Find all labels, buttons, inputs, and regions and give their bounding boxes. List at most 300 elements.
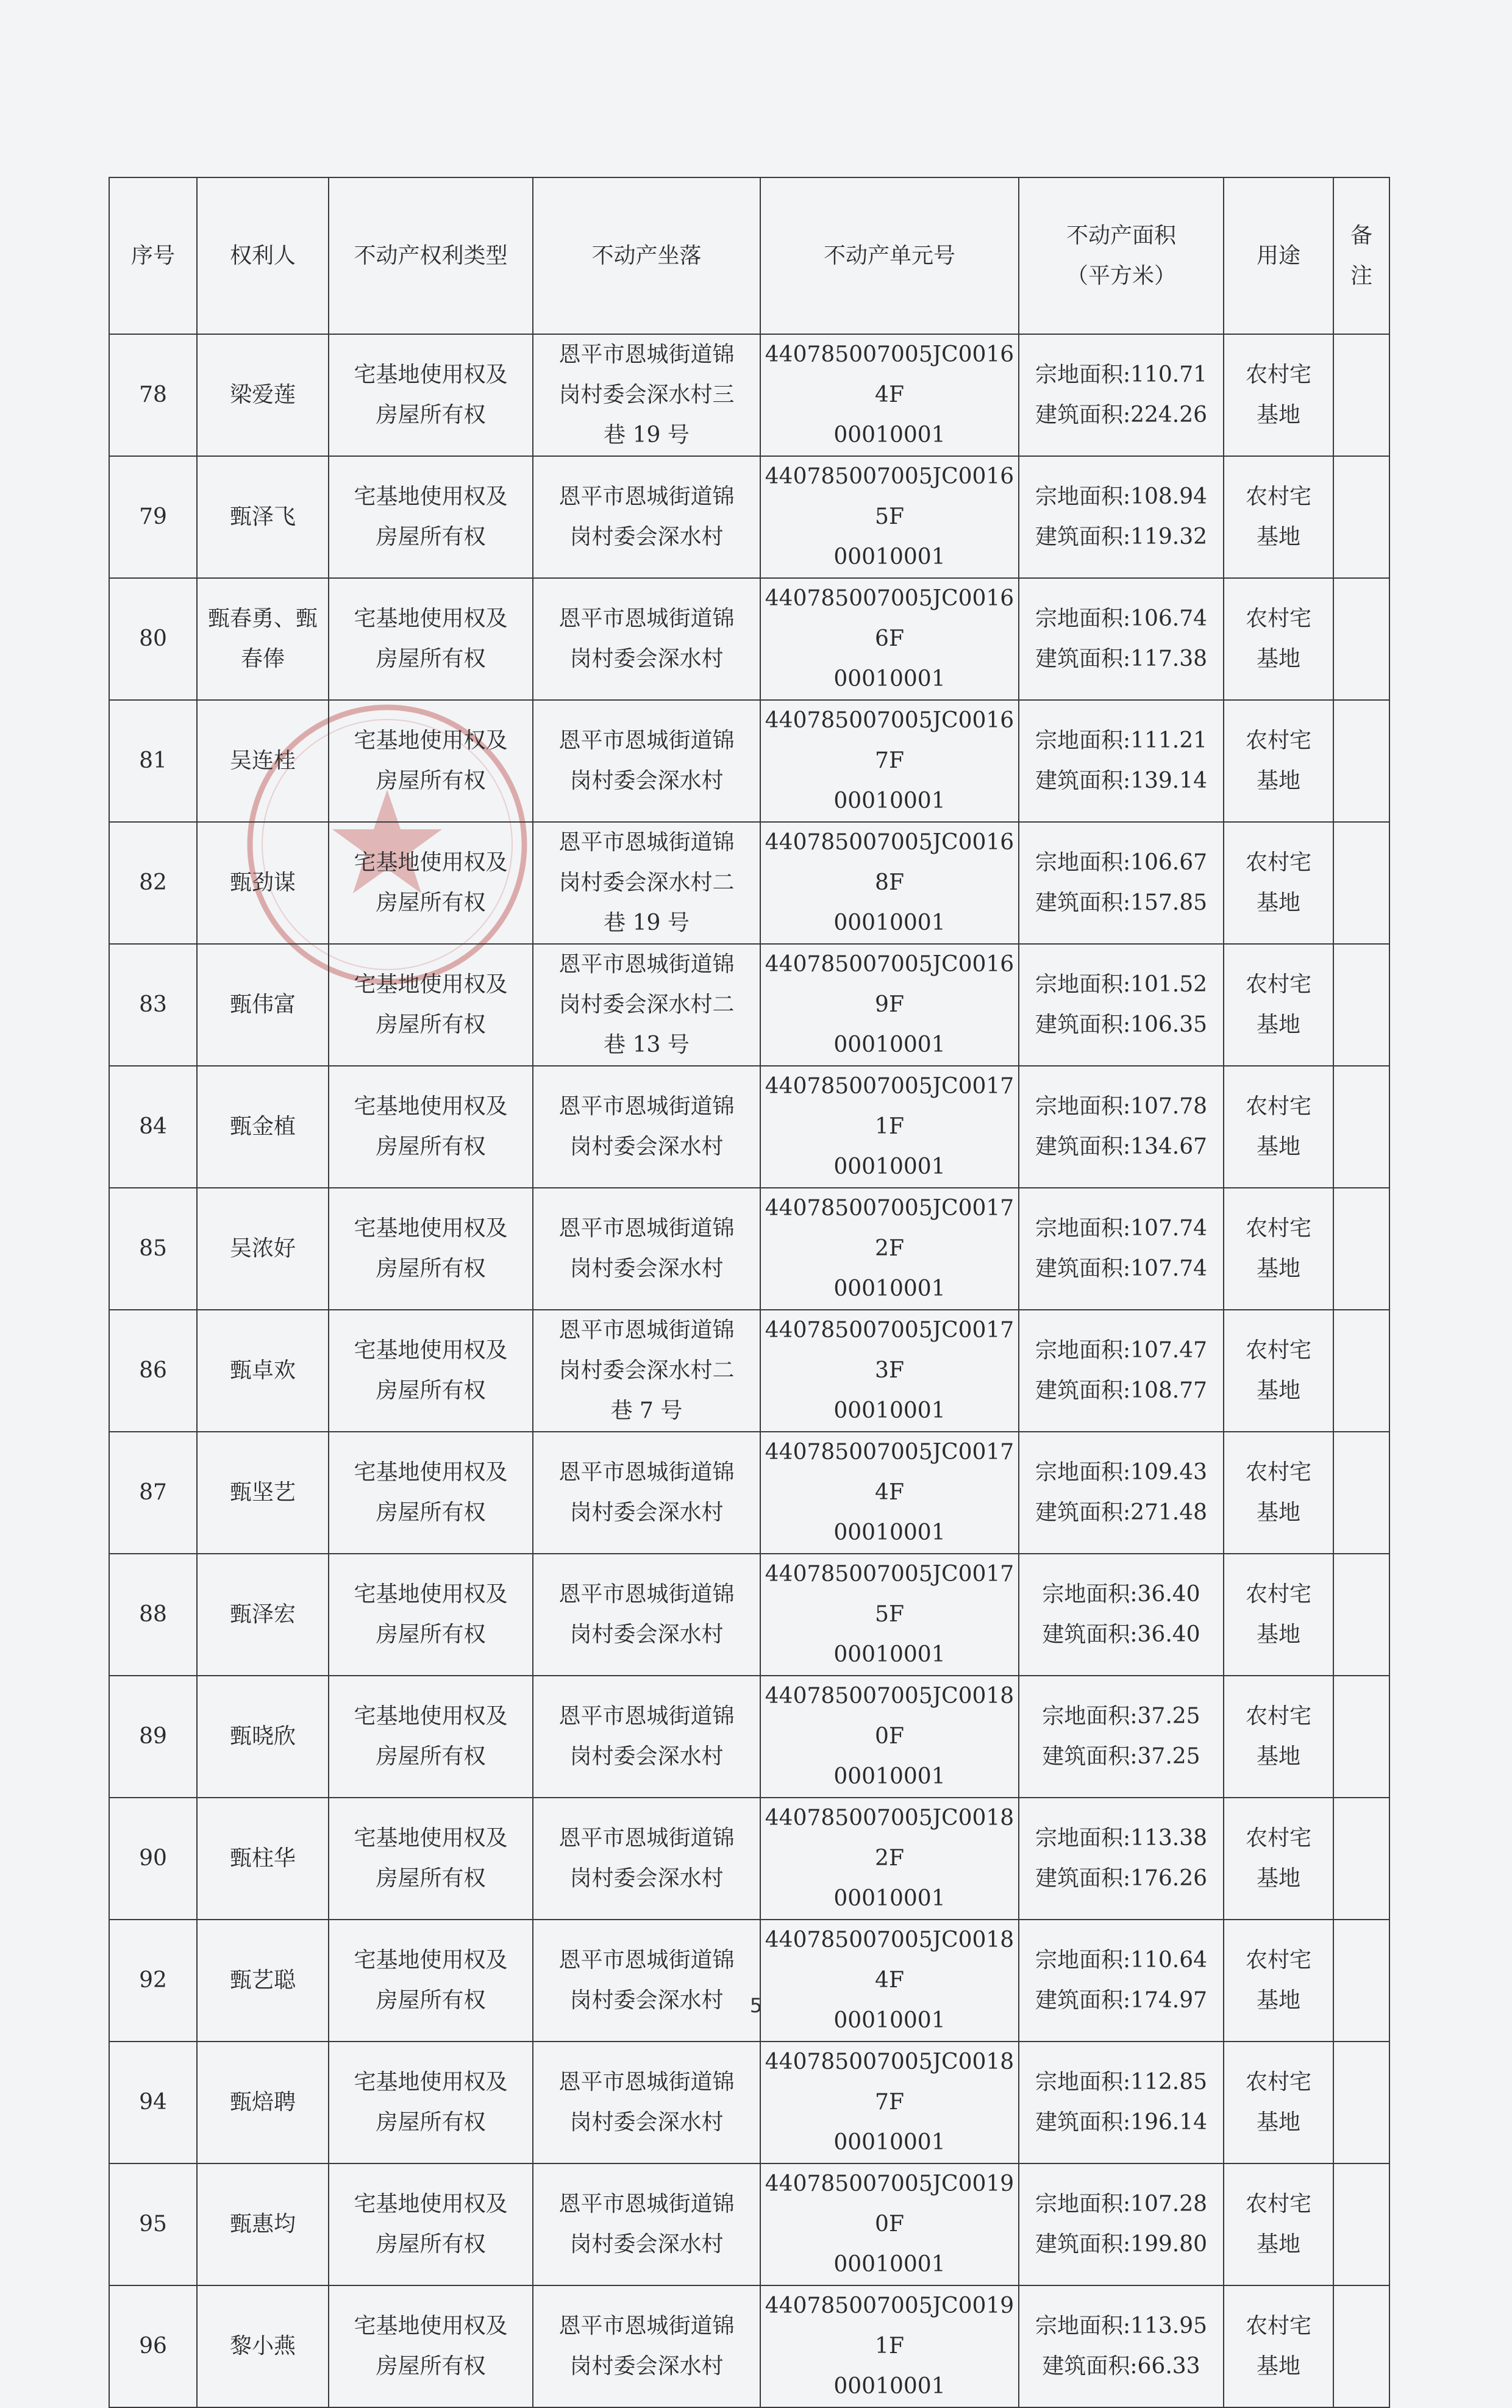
row-land-area: 宗地面积:37.25	[1042, 1704, 1200, 1729]
cell-area	[1019, 1920, 1224, 2042]
row-type-line1: 宅基地使用权及	[354, 850, 508, 875]
row-type-line1: 宅基地使用权及	[354, 1582, 508, 1607]
row-use-line1: 农村宅	[1245, 2070, 1311, 2095]
row-unit-line1: 440785007005JC00184F	[765, 1927, 1015, 1993]
row-no: 85	[139, 1236, 167, 1261]
cell-no	[109, 1432, 197, 1554]
header-right-type: 不动产权利类型	[329, 177, 533, 334]
row-holder: 甄坚艺	[229, 1480, 296, 1505]
cell-no	[109, 1676, 197, 1798]
cell-area	[1019, 1066, 1224, 1188]
cell-location	[533, 1310, 760, 1432]
row-unit-line2: 00010001	[833, 788, 946, 813]
row-land-area: 宗地面积:106.67	[1035, 850, 1208, 875]
cell-right-type	[329, 578, 533, 700]
table-row	[109, 700, 1389, 822]
table-row	[109, 1798, 1389, 1920]
cell-right-type	[329, 456, 533, 578]
cell-area	[1019, 2163, 1224, 2285]
cell-unit-no	[760, 2042, 1019, 2163]
row-type-line2: 房屋所有权	[376, 2232, 486, 2257]
cell-remark	[1333, 1554, 1389, 1676]
row-land-area: 宗地面积:111.21	[1035, 728, 1208, 753]
row-type-line1: 宅基地使用权及	[354, 484, 508, 509]
cell-use	[1224, 1676, 1333, 1798]
row-unit-line1: 440785007005JC00166F	[765, 586, 1015, 651]
row-type-line2: 房屋所有权	[376, 1744, 486, 1769]
table-row	[109, 1310, 1389, 1432]
row-use-line1: 农村宅	[1245, 2192, 1311, 2217]
row-land-area: 宗地面积:109.43	[1035, 1460, 1208, 1485]
cell-right-type	[329, 1188, 533, 1310]
cell-use	[1224, 700, 1333, 822]
row-holder: 黎小燕	[229, 2334, 296, 2359]
row-building-area: 建筑面积:271.48	[1035, 1500, 1208, 1525]
row-land-area: 宗地面积:107.28	[1035, 2192, 1208, 2217]
cell-holder	[197, 334, 329, 456]
row-unit-line2: 00010001	[833, 1276, 946, 1301]
cell-unit-no	[760, 1310, 1019, 1432]
cell-use	[1224, 2163, 1333, 2285]
row-holder: 吴浓好	[229, 1236, 296, 1261]
cell-holder	[197, 700, 329, 822]
cell-unit-no	[760, 1188, 1019, 1310]
row-unit-line1: 440785007005JC00169F	[765, 952, 1015, 1017]
table-row	[109, 944, 1389, 1066]
cell-no	[109, 1554, 197, 1676]
cell-area	[1019, 1798, 1224, 1920]
row-building-area: 建筑面积:37.25	[1042, 1744, 1200, 1769]
row-type-line2: 房屋所有权	[376, 1500, 486, 1525]
cell-holder	[197, 822, 329, 944]
row-type-line1: 宅基地使用权及	[354, 2070, 508, 2095]
row-use-line2: 基地	[1256, 1866, 1300, 1891]
row-unit-line2: 00010001	[833, 1398, 946, 1423]
cell-location	[533, 1798, 760, 1920]
row-loc-line2: 岗村委会深水村	[569, 646, 724, 671]
cell-no	[109, 2163, 197, 2285]
row-loc-line2: 岗村委会深水村二	[558, 870, 735, 895]
row-loc-line1: 恩平市恩城街道锦	[558, 1948, 735, 1973]
row-loc-line2: 岗村委会深水村二	[558, 1358, 735, 1383]
cell-area	[1019, 1432, 1224, 1554]
cell-area	[1019, 1188, 1224, 1310]
row-loc-line1: 恩平市恩城街道锦	[558, 1582, 735, 1607]
cell-holder	[197, 2285, 329, 2407]
cell-unit-no	[760, 1798, 1019, 1920]
cell-area	[1019, 456, 1224, 578]
row-holder: 吴连桂	[229, 748, 296, 773]
table-header	[109, 177, 1389, 334]
table-row	[109, 1920, 1389, 2042]
row-building-area: 建筑面积:224.26	[1035, 402, 1208, 427]
row-unit-line1: 440785007005JC00165F	[765, 464, 1015, 529]
row-building-area: 建筑面积:134.67	[1035, 1134, 1208, 1159]
cell-location	[533, 456, 760, 578]
row-unit-line2: 00010001	[833, 1032, 946, 1057]
cell-use	[1224, 1188, 1333, 1310]
row-use-line2: 基地	[1256, 2354, 1300, 2379]
row-use-line1: 农村宅	[1245, 362, 1311, 387]
cell-location	[533, 2285, 760, 2407]
cell-unit-no	[760, 2163, 1019, 2285]
row-loc-line1: 恩平市恩城街道锦	[558, 1216, 735, 1241]
row-use-line2: 基地	[1256, 1012, 1300, 1037]
row-unit-line1: 440785007005JC00167F	[765, 708, 1015, 773]
row-type-line1: 宅基地使用权及	[354, 1338, 508, 1363]
cell-no	[109, 2285, 197, 2407]
cell-unit-no	[760, 1920, 1019, 2042]
cell-remark	[1333, 1310, 1389, 1432]
cell-area	[1019, 2042, 1224, 2163]
cell-holder	[197, 1676, 329, 1798]
row-unit-line1: 440785007005JC00171F	[765, 1074, 1015, 1139]
row-type-line2: 房屋所有权	[376, 890, 486, 915]
cell-use	[1224, 1554, 1333, 1676]
table-row	[109, 578, 1389, 700]
row-type-line1: 宅基地使用权及	[354, 1216, 508, 1241]
row-loc-line2: 岗村委会深水村	[569, 768, 724, 793]
row-loc-line2: 岗村委会深水村	[569, 1500, 724, 1525]
row-no: 94	[139, 2090, 167, 2115]
cell-right-type	[329, 944, 533, 1066]
cell-right-type	[329, 2285, 533, 2407]
cell-use	[1224, 578, 1333, 700]
cell-unit-no	[760, 944, 1019, 1066]
row-type-line1: 宅基地使用权及	[354, 728, 508, 753]
row-unit-line1: 440785007005JC00173F	[765, 1318, 1015, 1383]
cell-location	[533, 578, 760, 700]
cell-unit-no	[760, 1676, 1019, 1798]
cell-right-type	[329, 822, 533, 944]
cell-unit-no	[760, 334, 1019, 456]
row-use-line1: 农村宅	[1245, 1338, 1311, 1363]
table-row	[109, 1432, 1389, 1554]
cell-unit-no	[760, 822, 1019, 944]
table-row	[109, 1188, 1389, 1310]
row-use-line1: 农村宅	[1245, 728, 1311, 753]
row-loc-line1: 恩平市恩城街道锦	[558, 728, 735, 753]
cell-right-type	[329, 1676, 533, 1798]
row-unit-line2: 00010001	[833, 2374, 946, 2399]
cell-no	[109, 1188, 197, 1310]
row-loc-line1: 恩平市恩城街道锦	[558, 606, 735, 631]
row-building-area: 建筑面积:66.33	[1042, 2354, 1200, 2379]
row-loc-line2: 岗村委会深水村	[569, 1744, 724, 1769]
cell-use	[1224, 2285, 1333, 2407]
row-type-line1: 宅基地使用权及	[354, 1460, 508, 1485]
cell-holder	[197, 1920, 329, 2042]
row-use-line2: 基地	[1256, 890, 1300, 915]
cell-right-type	[329, 2163, 533, 2285]
header-remark	[1333, 177, 1389, 334]
cell-remark	[1333, 822, 1389, 944]
row-loc-line2: 岗村委会深水村	[569, 1988, 724, 2013]
cell-holder	[197, 578, 329, 700]
row-no: 81	[139, 748, 167, 773]
cell-holder	[197, 2163, 329, 2285]
cell-use	[1224, 456, 1333, 578]
row-loc-line2: 岗村委会深水村	[569, 2232, 724, 2257]
row-holder: 甄艺聪	[229, 1968, 296, 1993]
row-loc-line1: 恩平市恩城街道锦	[558, 1704, 735, 1729]
cell-location	[533, 2042, 760, 2163]
row-no: 79	[139, 504, 167, 529]
cell-holder	[197, 1432, 329, 1554]
cell-right-type	[329, 1310, 533, 1432]
cell-use	[1224, 822, 1333, 944]
header-no: 序号	[109, 177, 197, 334]
row-building-area: 建筑面积:107.74	[1035, 1256, 1208, 1281]
table-body	[109, 334, 1389, 2407]
row-unit-line2: 00010001	[833, 1642, 946, 1667]
row-land-area: 宗地面积:107.78	[1035, 1094, 1208, 1119]
row-type-line1: 宅基地使用权及	[354, 606, 508, 631]
cell-no	[109, 944, 197, 1066]
row-building-area: 建筑面积:36.40	[1042, 1622, 1200, 1647]
cell-no	[109, 2042, 197, 2163]
row-building-area: 建筑面积:139.14	[1035, 768, 1208, 793]
row-use-line1: 农村宅	[1245, 484, 1311, 509]
row-land-area: 宗地面积:107.47	[1035, 1338, 1208, 1363]
row-land-area: 宗地面积:36.40	[1042, 1582, 1200, 1607]
header-row	[109, 177, 1389, 334]
cell-right-type	[329, 1432, 533, 1554]
row-holder: 梁爱莲	[229, 382, 296, 407]
cell-holder	[197, 1798, 329, 1920]
cell-area	[1019, 944, 1224, 1066]
row-use-line2: 基地	[1256, 1622, 1300, 1647]
row-no: 89	[139, 1724, 167, 1749]
row-use-line2: 基地	[1256, 524, 1300, 549]
cell-right-type	[329, 334, 533, 456]
row-land-area: 宗地面积:106.74	[1035, 606, 1208, 631]
row-loc-line2: 岗村委会深水村二	[558, 992, 735, 1017]
row-unit-line1: 440785007005JC00164F	[765, 342, 1015, 407]
property-registry-table	[109, 177, 1390, 2408]
header-holder: 权利人	[197, 177, 329, 334]
row-unit-line2: 00010001	[833, 666, 946, 691]
cell-right-type	[329, 2042, 533, 2163]
row-loc-line1: 恩平市恩城街道锦	[558, 1460, 735, 1485]
row-use-line2: 基地	[1256, 1134, 1300, 1159]
cell-remark	[1333, 2285, 1389, 2407]
row-no: 78	[139, 382, 167, 407]
cell-remark	[1333, 2042, 1389, 2163]
row-no: 87	[139, 1480, 167, 1505]
cell-holder	[197, 2042, 329, 2163]
cell-location	[533, 1188, 760, 1310]
row-holder: 甄惠均	[229, 2212, 296, 2237]
cell-no	[109, 1310, 197, 1432]
row-loc-line2: 岗村委会深水村三	[558, 382, 735, 407]
row-loc-line2: 岗村委会深水村	[569, 1622, 724, 1647]
row-land-area: 宗地面积:113.38	[1035, 1826, 1208, 1851]
row-holder: 甄泽宏	[229, 1602, 296, 1627]
row-no: 80	[139, 626, 167, 651]
cell-remark	[1333, 1676, 1389, 1798]
row-unit-line2: 00010001	[833, 1886, 946, 1911]
table-row	[109, 456, 1389, 578]
cell-area	[1019, 700, 1224, 822]
cell-area	[1019, 2285, 1224, 2407]
row-type-line1: 宅基地使用权及	[354, 1948, 508, 1973]
row-land-area: 宗地面积:112.85	[1035, 2070, 1208, 2095]
cell-remark	[1333, 578, 1389, 700]
table-row	[109, 334, 1389, 456]
row-loc-line1: 恩平市恩城街道锦	[558, 2192, 735, 2217]
cell-remark	[1333, 1798, 1389, 1920]
cell-use	[1224, 944, 1333, 1066]
row-type-line1: 宅基地使用权及	[354, 1826, 508, 1851]
cell-location	[533, 1432, 760, 1554]
row-use-line2: 基地	[1256, 768, 1300, 793]
row-land-area: 宗地面积:108.94	[1035, 484, 1208, 509]
row-use-line2: 基地	[1256, 646, 1300, 671]
cell-holder	[197, 1554, 329, 1676]
cell-area	[1019, 1554, 1224, 1676]
row-use-line1: 农村宅	[1245, 1948, 1311, 1973]
row-no: 96	[139, 2334, 167, 2359]
row-unit-line1: 440785007005JC00187F	[765, 2049, 1015, 2115]
row-use-line2: 基地	[1256, 1256, 1300, 1281]
cell-remark	[1333, 1188, 1389, 1310]
cell-area	[1019, 822, 1224, 944]
cell-right-type	[329, 1920, 533, 2042]
row-type-line1: 宅基地使用权及	[354, 972, 508, 997]
row-building-area: 建筑面积:199.80	[1035, 2232, 1208, 2257]
row-loc-line3: 巷 7 号	[610, 1398, 683, 1423]
row-no: 84	[139, 1114, 167, 1139]
cell-unit-no	[760, 1432, 1019, 1554]
row-use-line2: 基地	[1256, 2232, 1300, 2257]
row-unit-line1: 440785007005JC00174F	[765, 1440, 1015, 1505]
row-use-line1: 农村宅	[1245, 1704, 1311, 1729]
row-use-line1: 农村宅	[1245, 1826, 1311, 1851]
header-use: 用途	[1224, 177, 1333, 334]
row-no: 88	[139, 1602, 167, 1627]
cell-no	[109, 1920, 197, 2042]
row-type-line2: 房屋所有权	[376, 524, 486, 549]
row-holder: 甄晓欣	[229, 1724, 296, 1749]
cell-remark	[1333, 700, 1389, 822]
row-use-line2: 基地	[1256, 402, 1300, 427]
cell-unit-no	[760, 1066, 1019, 1188]
cell-right-type	[329, 1554, 533, 1676]
cell-use	[1224, 334, 1333, 456]
row-loc-line1: 恩平市恩城街道锦	[558, 952, 735, 977]
row-loc-line2: 岗村委会深水村	[569, 1256, 724, 1281]
row-unit-line1: 440785007005JC00175F	[765, 1562, 1015, 1627]
row-building-area: 建筑面积:196.14	[1035, 2110, 1208, 2135]
cell-remark	[1333, 1920, 1389, 2042]
row-no: 95	[139, 2212, 167, 2237]
row-use-line2: 基地	[1256, 1988, 1300, 2013]
row-type-line2: 房屋所有权	[376, 402, 486, 427]
row-type-line2: 房屋所有权	[376, 1622, 486, 1647]
row-building-area: 建筑面积:157.85	[1035, 890, 1208, 915]
cell-unit-no	[760, 578, 1019, 700]
row-no: 86	[139, 1358, 167, 1383]
cell-no	[109, 456, 197, 578]
cell-no	[109, 1798, 197, 1920]
row-holder: 甄伟富	[229, 992, 296, 1017]
row-loc-line3: 巷 19 号	[604, 910, 690, 935]
header-unit-no: 不动产单元号	[760, 177, 1019, 334]
row-building-area: 建筑面积:174.97	[1035, 1988, 1208, 2013]
cell-holder	[197, 1310, 329, 1432]
cell-location	[533, 2163, 760, 2285]
row-loc-line2: 岗村委会深水村	[569, 2110, 724, 2135]
row-type-line2: 房屋所有权	[376, 646, 486, 671]
cell-location	[533, 700, 760, 822]
row-building-area: 建筑面积:119.32	[1035, 524, 1208, 549]
row-use-line2: 基地	[1256, 1744, 1300, 1769]
row-land-area: 宗地面积:110.64	[1035, 1948, 1208, 1973]
header-remark-line2: 注	[1350, 263, 1372, 288]
cell-location	[533, 1554, 760, 1676]
header-area-line1: 不动产面积	[1066, 223, 1176, 248]
cell-holder	[197, 456, 329, 578]
cell-no	[109, 334, 197, 456]
row-unit-line2: 00010001	[833, 2130, 946, 2155]
table-row	[109, 2285, 1389, 2407]
cell-area	[1019, 578, 1224, 700]
row-land-area: 宗地面积:107.74	[1035, 1216, 1208, 1241]
row-unit-line2: 00010001	[833, 2252, 946, 2277]
table-row	[109, 822, 1389, 944]
row-building-area: 建筑面积:108.77	[1035, 1378, 1208, 1403]
cell-no	[109, 578, 197, 700]
row-holder: 甄劲谋	[229, 870, 296, 895]
table-row	[109, 2163, 1389, 2285]
row-holder: 甄焙聘	[229, 2090, 296, 2115]
row-holder: 甄春勇、甄春俸	[207, 606, 318, 671]
row-unit-line2: 00010001	[833, 1520, 946, 1545]
cell-remark	[1333, 944, 1389, 1066]
row-unit-line2: 00010001	[833, 2008, 946, 2033]
cell-use	[1224, 1310, 1333, 1432]
row-use-line1: 农村宅	[1245, 606, 1311, 631]
row-unit-line1: 440785007005JC00180F	[765, 1684, 1015, 1749]
row-type-line1: 宅基地使用权及	[354, 1704, 508, 1729]
cell-use	[1224, 1920, 1333, 2042]
row-use-line1: 农村宅	[1245, 1460, 1311, 1485]
row-use-line2: 基地	[1256, 2110, 1300, 2135]
row-building-area: 建筑面积:176.26	[1035, 1866, 1208, 1891]
row-unit-line1: 440785007005JC00190F	[765, 2171, 1015, 2237]
row-loc-line1: 恩平市恩城街道锦	[558, 484, 735, 509]
cell-unit-no	[760, 700, 1019, 822]
table-row	[109, 1554, 1389, 1676]
cell-location	[533, 334, 760, 456]
row-type-line2: 房屋所有权	[376, 2110, 486, 2135]
row-use-line1: 农村宅	[1245, 972, 1311, 997]
row-unit-line1: 440785007005JC00191F	[765, 2293, 1015, 2359]
cell-area	[1019, 334, 1224, 456]
row-unit-line2: 00010001	[833, 1154, 946, 1179]
row-unit-line2: 00010001	[833, 1764, 946, 1789]
row-holder: 甄柱华	[229, 1846, 296, 1871]
row-loc-line3: 巷 13 号	[604, 1032, 690, 1057]
cell-no	[109, 700, 197, 822]
header-area	[1019, 177, 1224, 334]
header-location: 不动产坐落	[533, 177, 760, 334]
row-loc-line1: 恩平市恩城街道锦	[558, 342, 735, 367]
cell-location	[533, 822, 760, 944]
cell-location	[533, 1066, 760, 1188]
cell-location	[533, 944, 760, 1066]
